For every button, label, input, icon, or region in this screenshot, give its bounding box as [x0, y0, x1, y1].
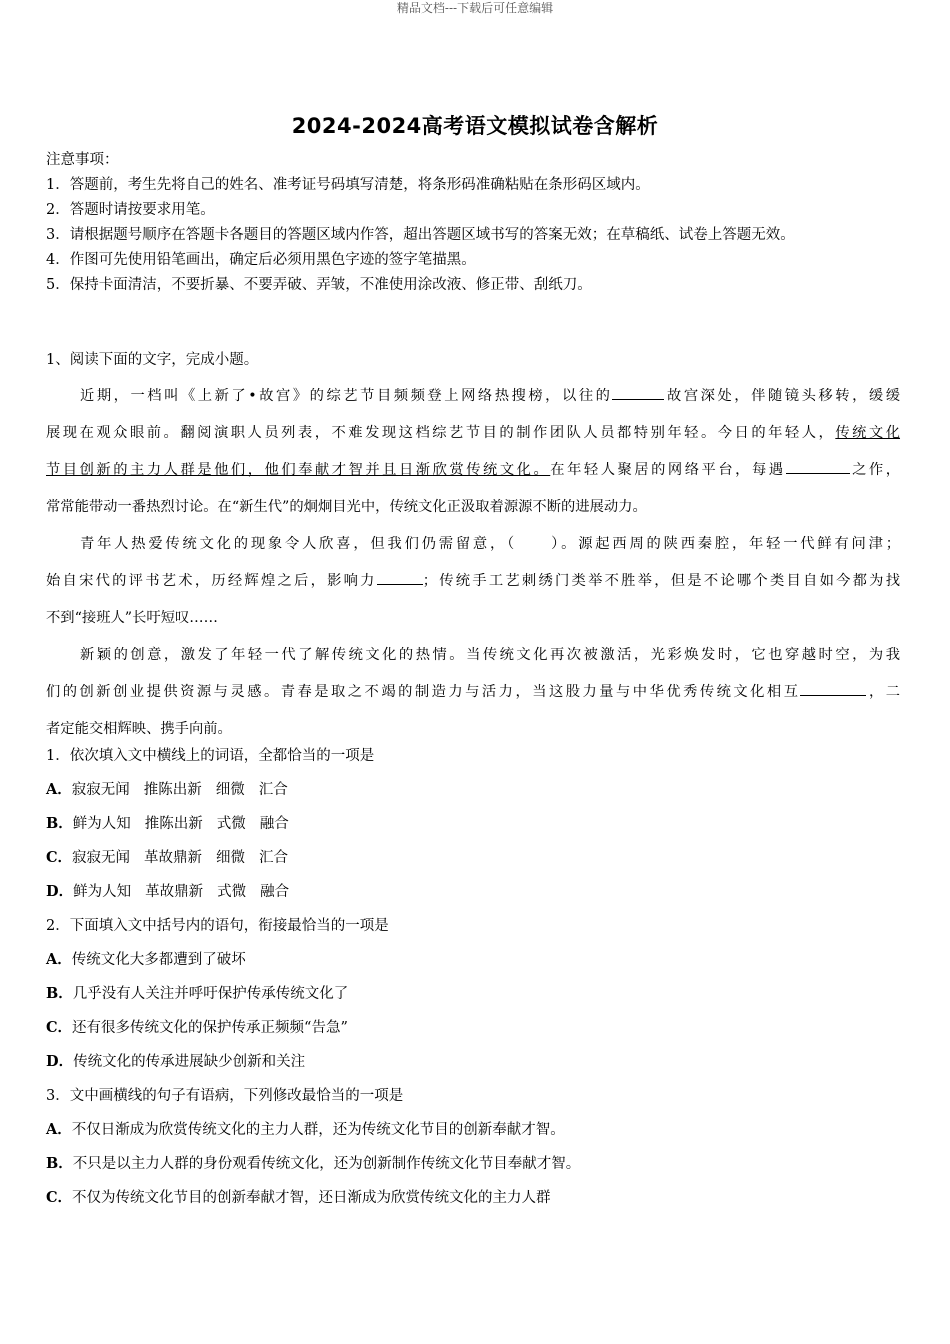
passage-text: ，二 — [866, 684, 901, 700]
passage-line — [46, 415, 900, 452]
option-c — [46, 1011, 916, 1045]
option-c — [46, 841, 916, 875]
passage-line — [46, 674, 900, 711]
option-label: C． — [46, 1019, 73, 1036]
notice-section — [46, 148, 916, 298]
option-text: 传统文化大多都遭到了破坏 — [71, 952, 246, 968]
option-word: 寂寂无闻 — [71, 782, 130, 798]
option-word: 推陈出新 — [144, 816, 203, 832]
option-d — [46, 1045, 916, 1079]
option-word: 推陈出新 — [143, 782, 202, 798]
passage-text: 之作， — [849, 462, 901, 478]
option-label: D． — [46, 1053, 74, 1070]
passage-text: ；传统手工艺刺绣门类举不胜举，但是不论哪个类目自如今都为找 — [422, 573, 901, 589]
option-label: C． — [46, 1189, 73, 1206]
option-d — [46, 875, 916, 909]
passage-text: 展现在观众眼前。翻阅演职人员列表，不难发现这档综艺节目的制作团队人员都特别年轻。今日的年轻人， — [46, 425, 836, 441]
passage-text: 近期，一档叫《上新了•故宫》的综艺节目频频登上网络热搜榜，以往的 — [80, 388, 613, 404]
option-text: 不仅为传统文化节目的创新奉献才智，还日渐成为欣赏传统文化的主力人群 — [72, 1190, 551, 1206]
option-word: 融合 — [259, 816, 289, 832]
option-b — [46, 977, 916, 1011]
option-text: 还有很多传统文化的保护传承正频频“告急” — [72, 1020, 348, 1036]
question-intro: 1、阅读下面的文字，完成小题。 — [46, 352, 259, 368]
question-stem: 3．文中画横线的句子有语病，下列修改最恰当的一项是 — [46, 1088, 404, 1104]
option-label: B． — [46, 985, 73, 1002]
option-a — [46, 773, 916, 807]
underlined-sentence: 传统文化 — [835, 425, 901, 441]
notice-item: 2．答题时请按要求用笔。 — [46, 202, 215, 218]
question-stem: 1．依次填入文中横线上的词语，全都恰当的一项是 — [46, 748, 375, 764]
option-word: 融合 — [260, 884, 290, 900]
option-label: A． — [46, 951, 72, 968]
passage-line — [46, 378, 900, 415]
option-word: 寂寂无闻 — [72, 850, 131, 866]
page-title: 2024-2024高考语文模拟试卷含解析 — [291, 114, 659, 138]
passage-text: 在年轻人聚居的网络平台，每遇 — [550, 462, 786, 478]
passage-text: 始自宋代的评书艺术，历经辉煌之后，影响力 — [46, 573, 377, 589]
fill-blank — [377, 570, 423, 585]
passage-line — [46, 563, 900, 600]
notice-item: 1．答题前，考生先将自己的姓名、准考证号码填写清楚，将条形码准确粘贴在条形码区域内。 — [46, 177, 650, 193]
option-word: 革故鼎新 — [144, 850, 203, 866]
option-text: 不只是以主力人群的身份观看传统文化，还为创新制作传统文化节目奉献才智。 — [72, 1156, 581, 1172]
option-b — [46, 1147, 916, 1181]
passage-text: 故宫深处，伴随镜头移转，缓缓 — [664, 388, 901, 404]
option-label: A． — [46, 1121, 72, 1138]
option-label: B． — [46, 1155, 73, 1172]
option-c — [46, 1181, 916, 1215]
notice-item: 3．请根据题号顺序在答题卡各题目的答题区域内作答，超出答题区域书写的答案无效；在草稿纸、试卷上答题无效。 — [46, 227, 795, 243]
option-text: 不仅日渐成为欣赏传统文化的主力人群，还为传统文化节目的创新奉献才智。 — [71, 1122, 565, 1138]
questions-section — [46, 739, 916, 1215]
passage-line: 新颖的创意，激发了年轻一代了解传统文化的热情。当传统文化再次被激活，光彩焕发时，它也穿越时空，为我 — [80, 647, 900, 663]
passage-line — [46, 452, 900, 489]
notice-heading: 注意事项： — [46, 152, 119, 168]
option-text: 传统文化的传承进展缺少创新和关注 — [73, 1054, 306, 1070]
option-word: 式微 — [216, 816, 246, 832]
passage-text: 们的创新创业提供资源与灵感。青春是取之不竭的制造力与活力，当这股力量与中华优秀传统文化相互 — [46, 684, 801, 700]
header-note: 精品文档---下载后可任意编辑 — [396, 1, 554, 15]
option-label: D． — [46, 883, 74, 900]
option-a — [46, 1113, 916, 1147]
passage-line: 者定能交相辉映、携手向前。 — [46, 721, 232, 737]
option-label: A． — [46, 781, 72, 798]
option-word: 革故鼎新 — [145, 884, 204, 900]
option-b — [46, 807, 916, 841]
reading-passage — [46, 378, 900, 748]
fill-blank — [800, 681, 866, 696]
option-a — [46, 943, 916, 977]
option-label: C． — [46, 849, 73, 866]
passage-line: 常常能带动一番热烈讨论。在“新生代”的炯炯目光中，传统文化正汲取着源源不断的进展动力。 — [46, 499, 647, 515]
option-word: 汇合 — [259, 850, 289, 866]
option-label: B． — [46, 815, 73, 832]
fill-blank — [786, 459, 850, 474]
option-word: 细微 — [216, 850, 246, 866]
option-word: 式微 — [217, 884, 247, 900]
fill-blank — [612, 385, 664, 400]
question-stem: 2．下面填入文中括号内的语句，衔接最恰当的一项是 — [46, 918, 389, 934]
option-text: 几乎没有人关注并呼吁保护传承传统文化了 — [72, 986, 349, 1002]
passage-line: 不到“接班人”长吁短叹…… — [46, 610, 218, 626]
notice-item: 4．作图可先使用铅笔画出，确定后必须用黑色字迹的签字笔描黑。 — [46, 252, 476, 268]
option-word: 细微 — [215, 782, 245, 798]
notice-item: 5．保持卡面清洁，不要折暴、不要弄破、弄皱，不准使用涂改液、修正带、刮纸刀。 — [46, 277, 592, 293]
underlined-sentence: 节目创新的主力人群是他们，他们奉献才智并且日渐欣赏传统文化。 — [46, 462, 551, 478]
option-word: 鲜为人知 — [72, 816, 131, 832]
option-word: 汇合 — [258, 782, 288, 798]
passage-line: 青年人热爱传统文化的现象令人欣喜，但我们仍需留意，（ ）。源起西周的陕西秦腔，年轻一代鲜有问津； — [80, 536, 900, 552]
option-word: 鲜为人知 — [73, 884, 132, 900]
